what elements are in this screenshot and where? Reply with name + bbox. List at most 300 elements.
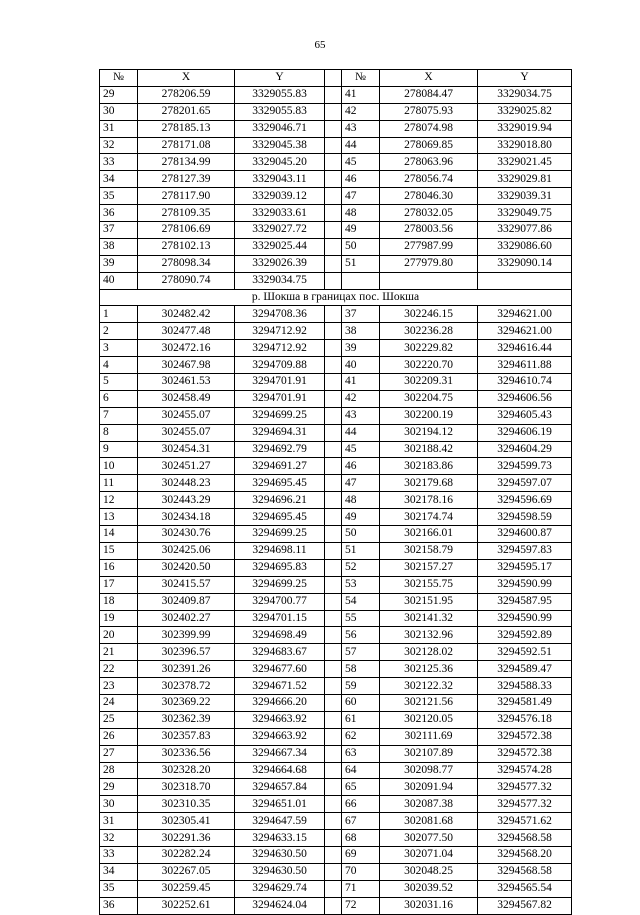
point-number: 35 (100, 188, 138, 205)
point-number: 41 (342, 86, 380, 103)
y-coordinate: 3294572.38 (478, 745, 572, 762)
column-gap (325, 644, 342, 661)
x-coordinate: 302166.01 (380, 526, 478, 543)
column-gap (325, 475, 342, 492)
y-coordinate: 3294699.25 (235, 407, 325, 424)
table-row (100, 813, 572, 830)
x-coordinate: 302362.39 (138, 711, 235, 728)
x-coordinate: 302132.96 (380, 627, 478, 644)
y-coordinate: 3329027.72 (235, 222, 325, 239)
y-coordinate: 3329090.14 (478, 255, 572, 272)
point-number: 32 (100, 137, 138, 154)
y-coordinate: 3294568.58 (478, 863, 572, 880)
y-coordinate: 3329046.71 (235, 120, 325, 137)
x-coordinate: 302071.04 (380, 846, 478, 863)
column-gap (325, 610, 342, 627)
column-gap (325, 576, 342, 593)
y-coordinate: 3294589.47 (478, 661, 572, 678)
y-coordinate: 3294605.43 (478, 407, 572, 424)
x-coordinate: 278206.59 (138, 86, 235, 103)
x-coordinate: 302141.32 (380, 610, 478, 627)
column-gap (325, 830, 342, 847)
point-number: 37 (100, 222, 138, 239)
x-coordinate: 302399.99 (138, 627, 235, 644)
column-gap (325, 103, 342, 120)
y-coordinate: 3294581.49 (478, 694, 572, 711)
x-coordinate: 302391.26 (138, 661, 235, 678)
table-row (100, 830, 572, 847)
point-number: 50 (342, 238, 380, 255)
column-gap (325, 255, 342, 272)
y-coordinate: 3294606.19 (478, 424, 572, 441)
point-number: 40 (100, 272, 138, 289)
column-gap (325, 509, 342, 526)
point-number: 60 (342, 694, 380, 711)
section-title: р. Шокша в границах пос. Шокша (100, 289, 572, 306)
point-number: 42 (342, 390, 380, 407)
point-number: 33 (100, 154, 138, 171)
x-coordinate: 302107.89 (380, 745, 478, 762)
column-gap (325, 357, 342, 374)
table-row (100, 644, 572, 661)
y-coordinate: 3329045.38 (235, 137, 325, 154)
y-coordinate: 3294698.11 (235, 542, 325, 559)
header-y: Y (235, 70, 325, 87)
x-coordinate: 302461.53 (138, 374, 235, 391)
point-number: 9 (100, 441, 138, 458)
point-number: 38 (342, 323, 380, 340)
point-number: 61 (342, 711, 380, 728)
table-row (100, 340, 572, 357)
table-row (100, 728, 572, 745)
x-coordinate: 302077.50 (380, 830, 478, 847)
y-coordinate: 3294592.89 (478, 627, 572, 644)
header-row (100, 70, 572, 87)
column-gap (325, 711, 342, 728)
y-coordinate: 3294588.33 (478, 678, 572, 695)
point-number: 49 (342, 222, 380, 239)
table-row (100, 897, 572, 914)
point-number: 1 (100, 306, 138, 323)
x-coordinate: 302357.83 (138, 728, 235, 745)
y-coordinate: 3294692.79 (235, 441, 325, 458)
x-coordinate: 278185.13 (138, 120, 235, 137)
y-coordinate: 3294698.49 (235, 627, 325, 644)
x-coordinate: 302472.16 (138, 340, 235, 357)
x-coordinate: 302087.38 (380, 796, 478, 813)
column-gap (325, 863, 342, 880)
point-number: 55 (342, 610, 380, 627)
point-number: 41 (342, 374, 380, 391)
x-coordinate: 278201.65 (138, 103, 235, 120)
section-row (100, 289, 572, 306)
y-coordinate: 3294598.59 (478, 509, 572, 526)
y-coordinate: 3294695.83 (235, 559, 325, 576)
y-coordinate: 3294677.60 (235, 661, 325, 678)
x-coordinate: 302209.31 (380, 374, 478, 391)
point-number: 31 (100, 120, 138, 137)
header-number: № (100, 70, 138, 87)
y-coordinate: 3294663.92 (235, 711, 325, 728)
x-coordinate: 278074.98 (380, 120, 478, 137)
y-coordinate: 3329026.39 (235, 255, 325, 272)
x-coordinate: 302402.27 (138, 610, 235, 627)
x-coordinate: 302246.15 (380, 306, 478, 323)
y-coordinate: 3294664.68 (235, 762, 325, 779)
x-coordinate: 278109.35 (138, 205, 235, 222)
point-number: 10 (100, 458, 138, 475)
column-gap (325, 796, 342, 813)
table-row (100, 661, 572, 678)
point-number: 11 (100, 475, 138, 492)
column-gap (325, 188, 342, 205)
table-row (100, 171, 572, 188)
x-coordinate: 302328.20 (138, 762, 235, 779)
y-coordinate: 3294624.04 (235, 897, 325, 914)
column-gap (325, 407, 342, 424)
y-coordinate: 3294599.73 (478, 458, 572, 475)
table-row (100, 441, 572, 458)
point-number: 44 (342, 137, 380, 154)
point-number: 51 (342, 255, 380, 272)
y-coordinate: 3294712.92 (235, 323, 325, 340)
point-number: 26 (100, 728, 138, 745)
x-coordinate: 302098.77 (380, 762, 478, 779)
y-coordinate: 3294577.32 (478, 796, 572, 813)
table-row (100, 559, 572, 576)
x-coordinate: 302111.69 (380, 728, 478, 745)
column-gap (325, 593, 342, 610)
column-gap (325, 846, 342, 863)
x-coordinate: 302369.22 (138, 694, 235, 711)
x-coordinate: 302158.79 (380, 542, 478, 559)
column-gap (325, 340, 342, 357)
column-gap (325, 559, 342, 576)
y-coordinate: 3329021.45 (478, 154, 572, 171)
table-row (100, 255, 572, 272)
y-coordinate: 3294691.27 (235, 458, 325, 475)
x-coordinate: 302128.02 (380, 644, 478, 661)
table-row (100, 188, 572, 205)
y-coordinate: 3329043.11 (235, 171, 325, 188)
point-number: 33 (100, 846, 138, 863)
column-gap (325, 390, 342, 407)
table-row (100, 407, 572, 424)
point-number: 72 (342, 897, 380, 914)
column-gap (325, 492, 342, 509)
table-row (100, 272, 572, 289)
y-coordinate: 3329034.75 (235, 272, 325, 289)
y-coordinate: 3294666.20 (235, 694, 325, 711)
y-coordinate: 3294630.50 (235, 846, 325, 863)
x-coordinate: 302282.24 (138, 846, 235, 863)
y-coordinate (478, 272, 572, 289)
point-number: 67 (342, 813, 380, 830)
x-coordinate: 278084.47 (380, 86, 478, 103)
column-gap (325, 137, 342, 154)
table-row (100, 323, 572, 340)
table-row (100, 627, 572, 644)
x-coordinate: 302477.48 (138, 323, 235, 340)
y-coordinate: 3294592.51 (478, 644, 572, 661)
x-coordinate: 302039.52 (380, 880, 478, 897)
y-coordinate: 3294657.84 (235, 779, 325, 796)
table-row (100, 86, 572, 103)
y-coordinate: 3294621.00 (478, 323, 572, 340)
x-coordinate: 302081.68 (380, 813, 478, 830)
table-row (100, 306, 572, 323)
point-number: 45 (342, 441, 380, 458)
table-row (100, 120, 572, 137)
y-coordinate: 3294611.88 (478, 357, 572, 374)
x-coordinate: 277979.80 (380, 255, 478, 272)
y-coordinate: 3329049.75 (478, 205, 572, 222)
point-number: 54 (342, 593, 380, 610)
y-coordinate: 3294606.56 (478, 390, 572, 407)
x-coordinate: 278171.08 (138, 137, 235, 154)
y-coordinate: 3294701.91 (235, 374, 325, 391)
table-row (100, 238, 572, 255)
x-coordinate: 302420.50 (138, 559, 235, 576)
table-row (100, 458, 572, 475)
point-number: 59 (342, 678, 380, 695)
point-number: 29 (100, 779, 138, 796)
y-coordinate: 3294709.88 (235, 357, 325, 374)
point-number: 24 (100, 694, 138, 711)
x-coordinate: 278098.34 (138, 255, 235, 272)
point-number: 46 (342, 171, 380, 188)
y-coordinate: 3294597.83 (478, 542, 572, 559)
x-coordinate: 302430.76 (138, 526, 235, 543)
x-coordinate: 302425.06 (138, 542, 235, 559)
y-coordinate: 3294610.74 (478, 374, 572, 391)
x-coordinate: 278117.90 (138, 188, 235, 205)
point-number: 68 (342, 830, 380, 847)
point-number: 70 (342, 863, 380, 880)
point-number: 29 (100, 86, 138, 103)
y-coordinate: 3294629.74 (235, 880, 325, 897)
column-gap (325, 306, 342, 323)
column-gap (325, 222, 342, 239)
point-number: 18 (100, 593, 138, 610)
point-number: 19 (100, 610, 138, 627)
point-number: 12 (100, 492, 138, 509)
point-number: 66 (342, 796, 380, 813)
point-number: 43 (342, 407, 380, 424)
x-coordinate: 302252.61 (138, 897, 235, 914)
x-coordinate: 302336.56 (138, 745, 235, 762)
header-x: X (138, 70, 235, 87)
column-gap (325, 441, 342, 458)
point-number: 53 (342, 576, 380, 593)
table-row (100, 610, 572, 627)
x-coordinate: 302178.16 (380, 492, 478, 509)
column-gap (325, 86, 342, 103)
point-number: 57 (342, 644, 380, 661)
column-gap (325, 205, 342, 222)
y-coordinate: 3294699.25 (235, 526, 325, 543)
point-number: 44 (342, 424, 380, 441)
table-row (100, 880, 572, 897)
table-row (100, 863, 572, 880)
x-coordinate: 302091.94 (380, 779, 478, 796)
y-coordinate: 3329029.81 (478, 171, 572, 188)
point-number: 50 (342, 526, 380, 543)
y-coordinate: 3294633.15 (235, 830, 325, 847)
point-number: 52 (342, 559, 380, 576)
point-number (342, 272, 380, 289)
table-row (100, 424, 572, 441)
table-row (100, 357, 572, 374)
point-number: 51 (342, 542, 380, 559)
y-coordinate: 3294701.91 (235, 390, 325, 407)
x-coordinate: 302122.32 (380, 678, 478, 695)
x-coordinate: 302455.07 (138, 407, 235, 424)
column-gap (325, 897, 342, 914)
point-number: 21 (100, 644, 138, 661)
x-coordinate: 302031.16 (380, 897, 478, 914)
x-coordinate: 278134.99 (138, 154, 235, 171)
x-coordinate: 302157.27 (380, 559, 478, 576)
y-coordinate: 3329077.86 (478, 222, 572, 239)
x-coordinate: 278090.74 (138, 272, 235, 289)
y-coordinate: 3294572.38 (478, 728, 572, 745)
x-coordinate: 302310.35 (138, 796, 235, 813)
point-number: 22 (100, 661, 138, 678)
y-coordinate: 3294568.20 (478, 846, 572, 863)
y-coordinate: 3294630.50 (235, 863, 325, 880)
y-coordinate: 3329018.80 (478, 137, 572, 154)
x-coordinate: 302200.19 (380, 407, 478, 424)
column-gap (325, 694, 342, 711)
point-number: 45 (342, 154, 380, 171)
y-coordinate: 3329039.12 (235, 188, 325, 205)
point-number: 65 (342, 779, 380, 796)
y-coordinate: 3329025.82 (478, 103, 572, 120)
y-coordinate: 3294708.36 (235, 306, 325, 323)
point-number: 6 (100, 390, 138, 407)
x-coordinate: 302121.56 (380, 694, 478, 711)
x-coordinate: 278046.30 (380, 188, 478, 205)
y-coordinate: 3294667.34 (235, 745, 325, 762)
x-coordinate: 302229.82 (380, 340, 478, 357)
point-number: 35 (100, 880, 138, 897)
x-coordinate: 302455.07 (138, 424, 235, 441)
y-coordinate: 3294597.07 (478, 475, 572, 492)
y-coordinate: 3329025.44 (235, 238, 325, 255)
point-number: 34 (100, 863, 138, 880)
x-coordinate: 302151.95 (380, 593, 478, 610)
table-row (100, 745, 572, 762)
page-number: 65 (314, 39, 326, 51)
column-gap (325, 70, 342, 87)
y-coordinate: 3294567.82 (478, 897, 572, 914)
y-coordinate: 3294587.95 (478, 593, 572, 610)
point-number: 36 (100, 205, 138, 222)
x-coordinate: 278056.74 (380, 171, 478, 188)
column-gap (325, 762, 342, 779)
point-number: 5 (100, 374, 138, 391)
point-number: 46 (342, 458, 380, 475)
point-number: 28 (100, 762, 138, 779)
point-number: 71 (342, 880, 380, 897)
table-row (100, 154, 572, 171)
point-number: 37 (342, 306, 380, 323)
point-number: 34 (100, 171, 138, 188)
column-gap (325, 745, 342, 762)
x-coordinate: 302454.31 (138, 441, 235, 458)
point-number: 4 (100, 357, 138, 374)
column-gap (325, 424, 342, 441)
column-gap (325, 880, 342, 897)
table-row (100, 846, 572, 863)
y-coordinate: 3329055.83 (235, 103, 325, 120)
y-coordinate: 3294616.44 (478, 340, 572, 357)
x-coordinate: 302259.45 (138, 880, 235, 897)
x-coordinate: 302409.87 (138, 593, 235, 610)
table-row (100, 137, 572, 154)
point-number: 3 (100, 340, 138, 357)
point-number: 64 (342, 762, 380, 779)
point-number: 17 (100, 576, 138, 593)
x-coordinate: 302179.68 (380, 475, 478, 492)
column-gap (325, 238, 342, 255)
point-number: 43 (342, 120, 380, 137)
x-coordinate: 278075.93 (380, 103, 478, 120)
column-gap (325, 323, 342, 340)
x-coordinate: 278106.69 (138, 222, 235, 239)
y-coordinate: 3294590.99 (478, 576, 572, 593)
y-coordinate: 3294596.69 (478, 492, 572, 509)
y-coordinate: 3294701.15 (235, 610, 325, 627)
y-coordinate: 3294651.01 (235, 796, 325, 813)
y-coordinate: 3294647.59 (235, 813, 325, 830)
column-gap (325, 272, 342, 289)
table-row (100, 711, 572, 728)
x-coordinate: 302448.23 (138, 475, 235, 492)
y-coordinate: 3294600.87 (478, 526, 572, 543)
x-coordinate: 302183.86 (380, 458, 478, 475)
table-row (100, 509, 572, 526)
point-number: 8 (100, 424, 138, 441)
coordinates-table (99, 69, 572, 915)
point-number: 47 (342, 188, 380, 205)
y-coordinate: 3294590.99 (478, 610, 572, 627)
point-number: 49 (342, 509, 380, 526)
y-coordinate: 3294663.92 (235, 728, 325, 745)
column-gap (325, 661, 342, 678)
point-number: 14 (100, 526, 138, 543)
y-coordinate: 3294696.21 (235, 492, 325, 509)
x-coordinate: 302396.57 (138, 644, 235, 661)
point-number: 31 (100, 813, 138, 830)
x-coordinate: 278069.85 (380, 137, 478, 154)
y-coordinate: 3329086.60 (478, 238, 572, 255)
table-row (100, 103, 572, 120)
x-coordinate: 302188.42 (380, 441, 478, 458)
y-coordinate: 3294695.45 (235, 509, 325, 526)
table-row (100, 678, 572, 695)
y-coordinate: 3294695.45 (235, 475, 325, 492)
point-number: 23 (100, 678, 138, 695)
x-coordinate: 302291.36 (138, 830, 235, 847)
point-number: 36 (100, 897, 138, 914)
header-number: № (342, 70, 380, 87)
point-number: 69 (342, 846, 380, 863)
point-number: 13 (100, 509, 138, 526)
y-coordinate: 3294565.54 (478, 880, 572, 897)
y-coordinate: 3294712.92 (235, 340, 325, 357)
